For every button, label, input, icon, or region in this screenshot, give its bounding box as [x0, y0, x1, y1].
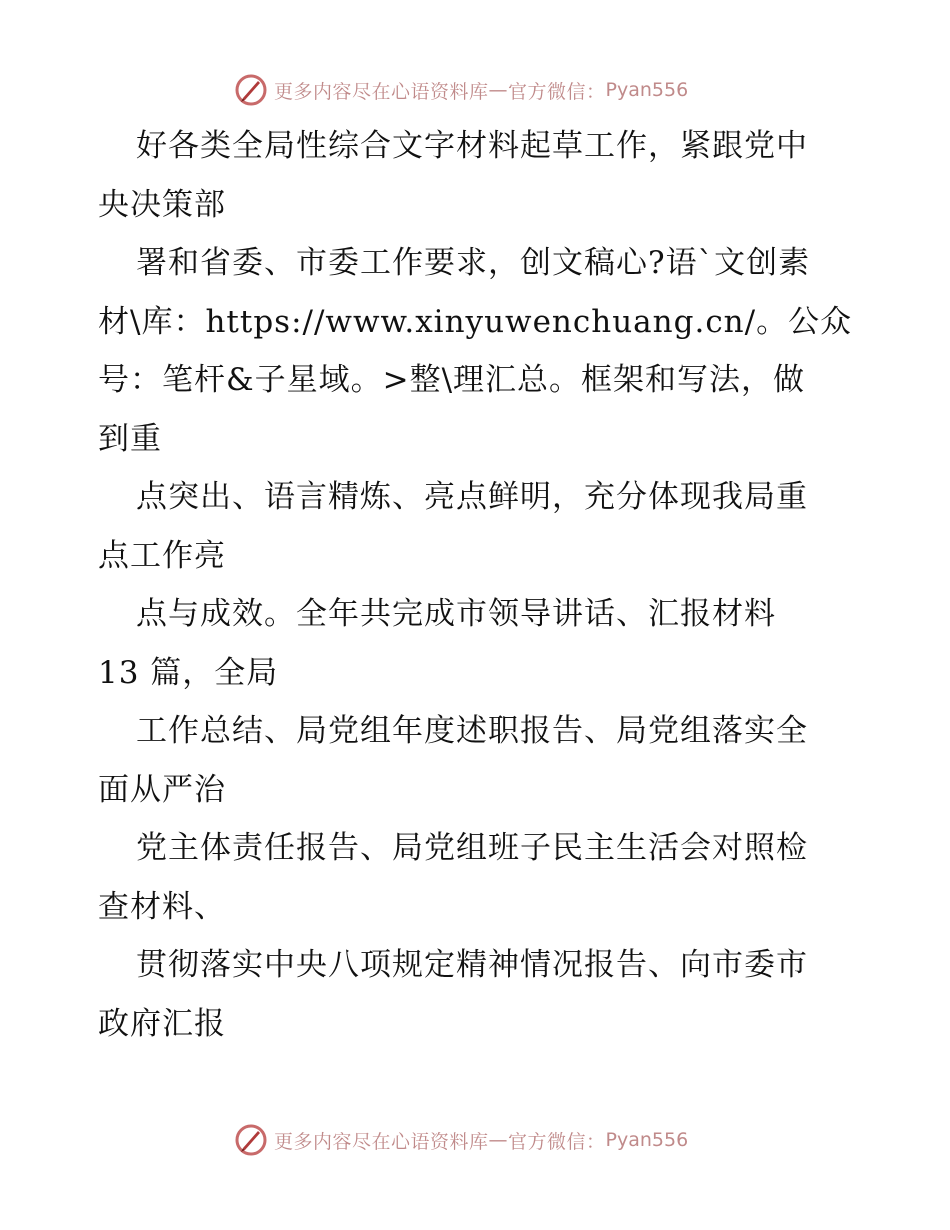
text-line: 号：笔杆&子星域。>整\理汇总。框架和写法，做: [98, 362, 806, 398]
text-line: 点工作亮: [98, 537, 226, 574]
text-line: 好各类全局性综合文字材料起草工作，紧跟党中: [136, 128, 808, 164]
text-line: 工作总结、局党组年度述职报告、局党组落实全: [136, 713, 808, 749]
header-watermark-banner: [0, 70, 950, 110]
text-line: 政府汇报: [98, 1005, 226, 1042]
banner-dash: —: [488, 1129, 509, 1151]
text-line: 署和省委、市委工作要求，创文稿心?语`文创素: [136, 245, 811, 281]
banner-contact-label: 官方微信：: [508, 1130, 606, 1153]
banner-title: 更多内容尽在心语资料库: [274, 80, 489, 103]
banner-contact-id: Pyan556: [605, 1129, 689, 1151]
text-line: 查材料、: [98, 888, 226, 925]
text-line: 点与成效。全年共完成市领导讲话、汇报材料: [136, 596, 776, 632]
banner-contact-label: 官方微信：: [508, 80, 606, 103]
document-body: [98, 117, 858, 1053]
text-line: 央决策部: [98, 186, 226, 223]
quill-circle-icon: [234, 73, 268, 107]
text-line: 贯彻落实中央八项规定精神情况报告、向市委市: [136, 947, 808, 983]
text-line: 点突出、语言精炼、亮点鲜明，充分体现我局重: [136, 479, 808, 515]
banner-contact-id: Pyan556: [605, 79, 689, 101]
banner-title: 更多内容尽在心语资料库: [274, 1130, 489, 1153]
text-line: 13 篇，全局: [98, 654, 279, 691]
text-line: 材\库：https://www.xinyuwenchuang.cn/。公众: [98, 303, 853, 340]
text-line: 到重: [98, 420, 162, 457]
footer-watermark-banner: [0, 1120, 950, 1160]
text-line: 面从严治: [98, 771, 226, 808]
banner-dash: —: [488, 79, 509, 101]
quill-circle-icon: [234, 1123, 268, 1157]
text-line: 党主体责任报告、局党组班子民主生活会对照检: [136, 830, 808, 866]
